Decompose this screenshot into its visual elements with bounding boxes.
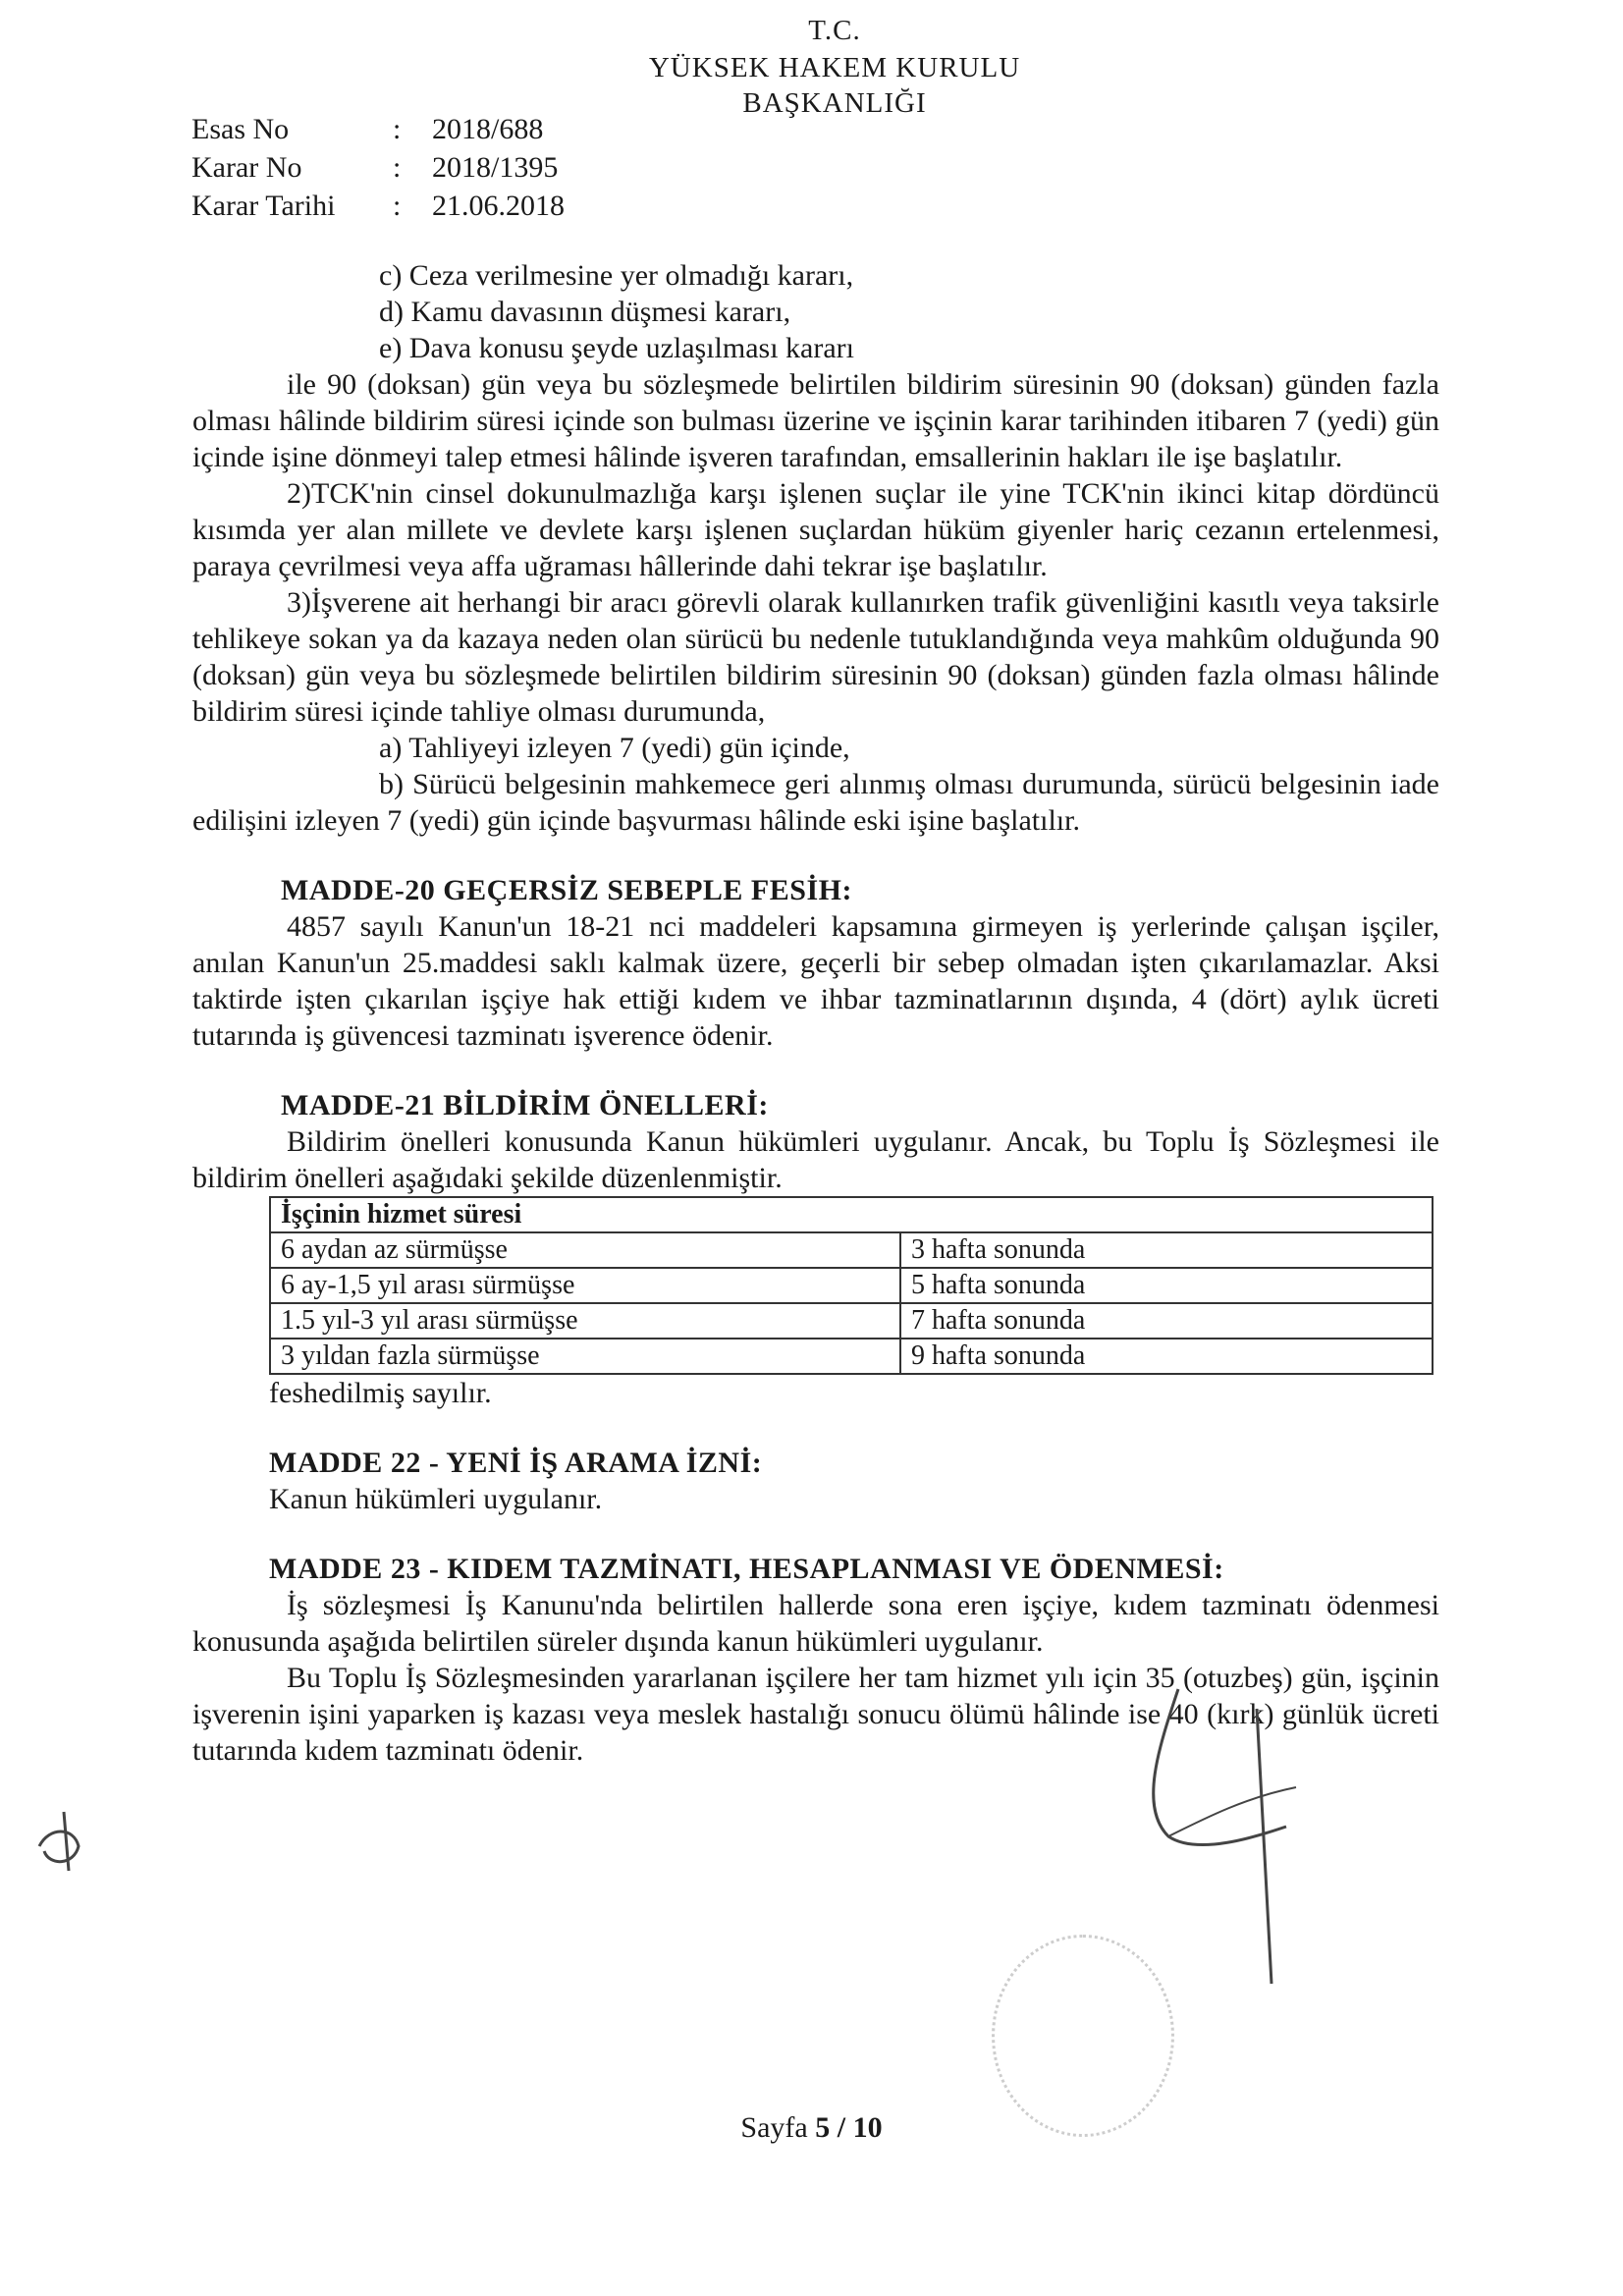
article-20-text: 4857 sayılı Kanun'un 18-21 nci maddeleri kapsamına girmeyen iş yerlerinde çalışan işçiler, anılan Kanun'un 25.maddesi saklı kalmak üzere, geçerli bir sebep olmadan işten çıkarılamazlar. Aksi taktirde işten çıkarılan işçiye hak ettiği kıdem ve ihbar tazminatlarının dışında, 4 (dört) aylık ücreti tutarında iş güvencesi tazminatı işverence ödenir. bbox=[192, 910, 1439, 1052]
article-23-p1: İş sözleşmesi İş Kanunu'nda belirtilen hallerde sona eren işçiye, kıdem tazminatı ödenmesi konusunda aşağıda belirtilen süreler dışında kanun hükümleri uygulanır. bbox=[192, 1589, 1439, 1658]
table-cell-period: 3 yıldan fazla sürmüşse bbox=[270, 1339, 900, 1374]
table-header-row bbox=[270, 1197, 1433, 1232]
meta-colon: : bbox=[393, 151, 402, 184]
list-item-b: b) Sürücü belgesinin mahkemece geri alınmış olması durumunda, sürücü belgesinin iade edilişini izleyen 7 (yedi) gün içinde başvurması hâlinde eski işine başlatılır. bbox=[192, 768, 1439, 837]
footer-total: 10 bbox=[852, 2111, 883, 2144]
table-header: İşçinin hizmet süresi bbox=[270, 1197, 1433, 1232]
table-row bbox=[270, 1268, 1433, 1303]
meta-row-tarih bbox=[191, 187, 565, 225]
meta-row-karar bbox=[191, 148, 565, 187]
meta-value: 2018/1395 bbox=[432, 151, 559, 184]
list-item: c) Ceza verilmesine yer olmadığı kararı, bbox=[379, 259, 854, 292]
case-metadata bbox=[191, 110, 565, 225]
header-country: T.C. bbox=[808, 15, 861, 46]
footer-separator: / bbox=[837, 2111, 846, 2144]
paragraph-2: 2)TCK'nin cinsel dokunulmazlığa karşı işlenen suçlar ile yine TCK'nin ikinci kitap dördüncü kısımda yer alan millete ve devlete karşı işlenen suçlardan hüküm giyenler hariç cezanın ertelenmesi, paraya çevrilmesi veya affa uğraması hâllerinde dahi tekrar işe başlatılır. bbox=[192, 477, 1439, 582]
official-stamp-icon bbox=[992, 1935, 1174, 2137]
meta-label: Esas No bbox=[191, 113, 290, 145]
table-row bbox=[270, 1232, 1433, 1268]
table-cell-period: 6 aydan az sürmüşse bbox=[270, 1232, 900, 1268]
paragraph-3: 3)İşverene ait herhangi bir aracı görevli olarak kullanırken trafik güvenliğini kasıtlı veya taksirle tehlikeye sokan ya da kazaya neden olan sürücü bu nedenle tutuklandığında veya mahkûm olduğunda 90 (doksan) gün veya bu sözleşmede belirtilen bildirim süresinin 90 (doksan) günden fazla olması hâlinde bildirim süresi içinde tahliye olması durumunda, bbox=[192, 586, 1439, 728]
article-21-heading: MADDE-21 BİLDİRİM ÖNELLERİ: bbox=[281, 1089, 769, 1121]
article-23-p2: Bu Toplu İş Sözleşmesinden yararlanan işçilere her tam hizmet yılı için 35 (otuzbeş) gün, işçinin işverenin işini yaparken iş kazası veya meslek hastalığı sonucu ölümü hâlinde ise 40 (kırk) günlük ücreti tutarında kıdem tazminatı ödenir. bbox=[192, 1662, 1439, 1767]
table-row bbox=[270, 1303, 1433, 1339]
meta-row-esas bbox=[191, 110, 565, 148]
document-body bbox=[192, 257, 1439, 1769]
paragraph-ile: ile 90 (doksan) gün veya bu sözleşmede belirtilen bildirim süresinin 90 (doksan) günden fazla olması hâlinde bildirim süresi içinde son bulması üzerine ve işçinin karar tarihinden itibaren 7 (yedi) gün içinde işine dönmeyi talep etmesi hâlinde işveren tarafından, emsallerinin hakları ile işe başlatılır. bbox=[192, 368, 1439, 473]
meta-value: 2018/688 bbox=[432, 113, 544, 145]
page-footer bbox=[0, 2111, 1623, 2145]
footer-prefix: Sayfa bbox=[740, 2111, 808, 2144]
article-23-heading: MADDE 23 - KIDEM TAZMİNATI, HESAPLANMASI VE ÖDENMESİ: bbox=[269, 1553, 1224, 1585]
signature-mark bbox=[1139, 1669, 1316, 1994]
meta-value: 21.06.2018 bbox=[432, 190, 565, 222]
footer-page: 5 bbox=[815, 2111, 831, 2144]
article-20-heading: MADDE-20 GEÇERSİZ SEBEPLE FESİH: bbox=[281, 874, 852, 906]
article-22-heading: MADDE 22 - YENİ İŞ ARAMA İZNİ: bbox=[269, 1447, 763, 1479]
table-cell-period: 6 ay-1,5 yıl arası sürmüşse bbox=[270, 1268, 900, 1303]
list-item: e) Dava konusu şeyde uzlaşılması kararı bbox=[379, 332, 854, 364]
table-cell-notice: 5 hafta sonunda bbox=[900, 1268, 1433, 1303]
table-cell-notice: 7 hafta sonunda bbox=[900, 1303, 1433, 1339]
article-21-text: Bildirim önelleri konusunda Kanun hükümleri uygulanır. Ancak, bu Toplu İş Sözleşmesi ile bildirim önelleri aşağıdaki şekilde düzenlenmiştir. bbox=[192, 1125, 1439, 1194]
table-cell-notice: 9 hafta sonunda bbox=[900, 1339, 1433, 1374]
initial-mark bbox=[29, 1807, 98, 1876]
table-cell-notice: 3 hafta sonunda bbox=[900, 1232, 1433, 1268]
article-21-after: feshedilmiş sayılır. bbox=[269, 1377, 492, 1409]
table-row bbox=[270, 1339, 1433, 1374]
meta-colon: : bbox=[393, 190, 402, 222]
notice-period-table bbox=[269, 1196, 1434, 1375]
header-office: BAŞKANLIĞI bbox=[742, 87, 927, 119]
article-22-text: Kanun hükümleri uygulanır. bbox=[269, 1483, 603, 1515]
meta-label: Karar No bbox=[191, 151, 302, 184]
meta-colon: : bbox=[393, 113, 402, 145]
list-item: d) Kamu davasının düşmesi kararı, bbox=[379, 296, 791, 328]
table-cell-period: 1.5 yıl-3 yıl arası sürmüşse bbox=[270, 1303, 900, 1339]
list-item-a: a) Tahliyeyi izleyen 7 (yedi) gün içinde, bbox=[379, 732, 850, 764]
meta-label: Karar Tarihi bbox=[191, 190, 336, 222]
header-institution: YÜKSEK HAKEM KURULU bbox=[648, 52, 1021, 83]
